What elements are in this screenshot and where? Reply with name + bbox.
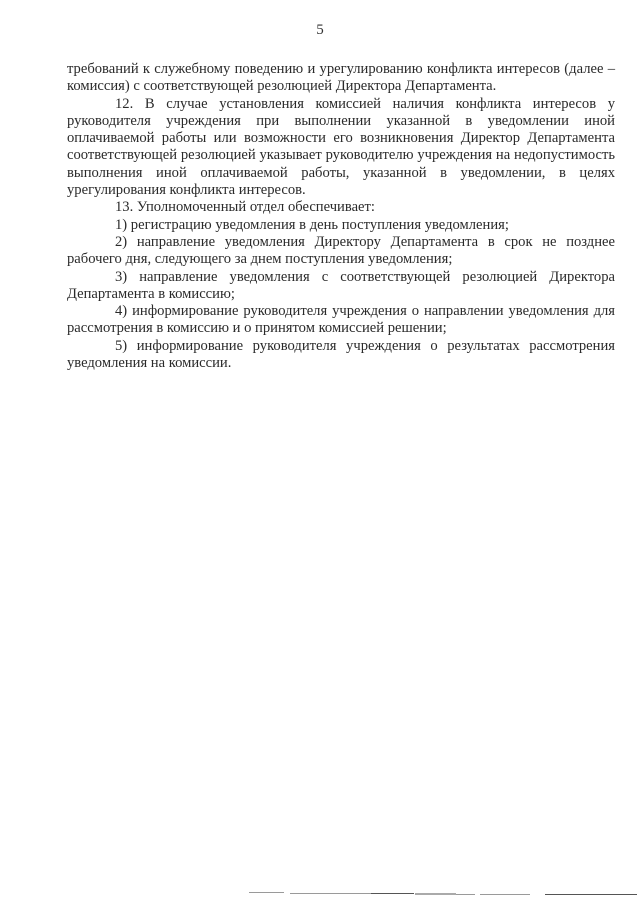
- list-item-3: 3) направление уведомления с соответствующей резолюцией Директора Департамента в комиссию;: [67, 268, 615, 302]
- paragraph-item-13: 13. Уполномоченный отдел обеспечивает:: [115, 199, 375, 216]
- list-item-2: 2) направление уведомления Директору Департамента в срок не позднее рабочего дня, следующего за днем поступления уведомления;: [67, 233, 615, 268]
- paragraph-item-12: 12. В случае установления комиссией наличия конфликта интересов у руководителя учреждения при выполнении указанной в уведомлении иной оплачиваемой работы или возможности его возникновения Директор Департамента соответствующей резолюцией указывает руководителю учреждения на недопустимость выполнения иной оплачиваемой работы, указанной в уведомлении, в целях урегулирования конфликта интересов.: [67, 95, 615, 199]
- list-item-5: 5) информирование руководителя учреждения о результатах рассмотрения уведомления на комиссии.: [67, 337, 615, 372]
- page-number: 5: [316, 22, 324, 38]
- document-body: [67, 61, 615, 372]
- paragraph-continuation: требований к служебному поведению и урегулированию конфликта интересов (далее – комиссия) с соответствующей резолюцией Директора Департамента.: [67, 61, 615, 95]
- list-item-4: 4) информирование руководителя учреждения о направлении уведомления для рассмотрения в комиссию и о принятом комиссией решении;: [67, 303, 615, 337]
- scan-footer-artifact: [0, 892, 640, 896]
- list-item-1: 1) регистрацию уведомления в день поступления уведомления;: [115, 216, 509, 233]
